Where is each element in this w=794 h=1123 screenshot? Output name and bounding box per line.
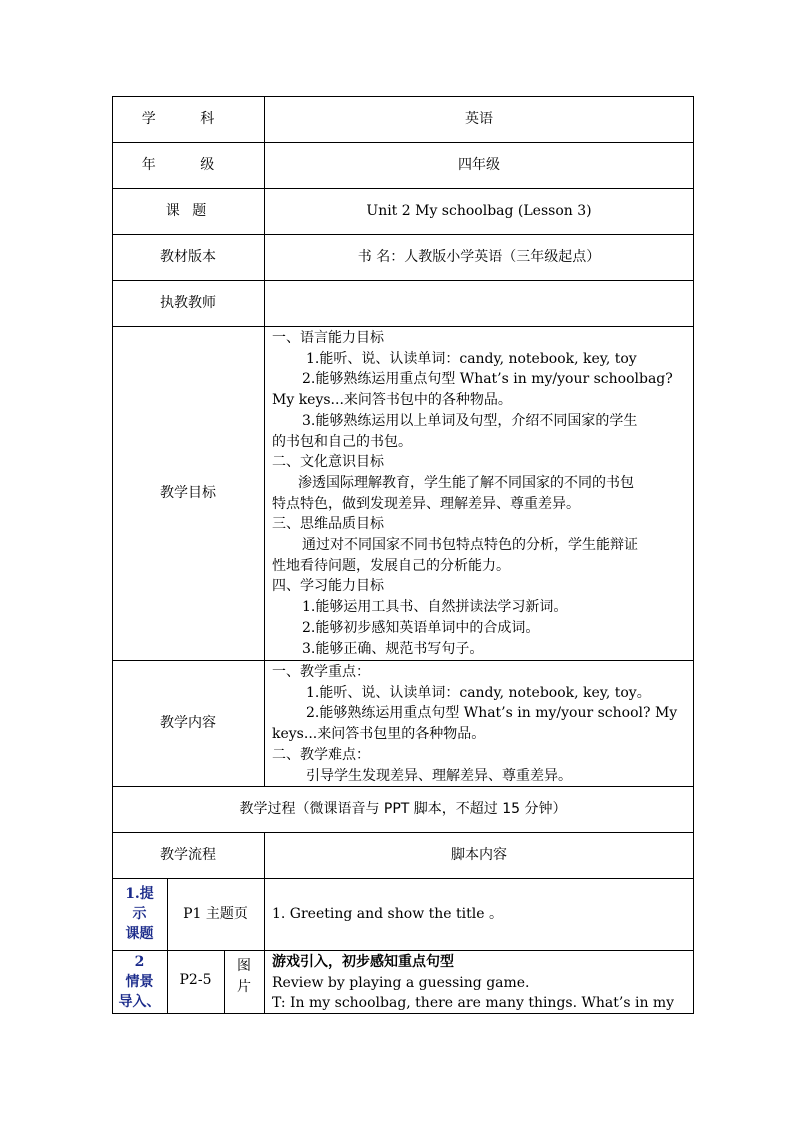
- process-title: 教学过程（微课语音与 PPT 脚本，不超过 15 分钟）: [239, 800, 567, 817]
- goals-line: 通过对不同国家不同书包特点特色的分析，学生能辩证: [302, 537, 638, 554]
- edition-label: 教材版本: [160, 248, 216, 265]
- flow-label: 教学流程: [160, 846, 216, 863]
- goals-line: 性地看待问题，发展自己的分析能力。: [272, 557, 510, 574]
- teacher-label: 执教教师: [160, 294, 216, 311]
- content-line: 一、教学重点：: [272, 664, 370, 680]
- goals-line: 2.能够初步感知英语单词中的合成词。: [302, 619, 540, 636]
- content-line: 引导学生发现差异、理解差异、尊重差异。: [306, 767, 572, 784]
- teacher-value: [264, 280, 694, 326]
- subject-value: 英语: [465, 110, 493, 127]
- edition-value: 书 名：人教版小学英语（三年级起点）: [357, 248, 601, 265]
- content-label: 教学内容: [160, 714, 216, 731]
- goals-line: 二、文化意识目标: [272, 454, 384, 471]
- goals-content: [272, 328, 688, 659]
- goals-label: 教学目标: [160, 484, 216, 501]
- goals-line: 1.能够运用工具书、自然拼读法学习新词。: [302, 599, 568, 616]
- subject-label: 学 科: [141, 110, 235, 127]
- step1-page: P1 主题页: [183, 905, 248, 922]
- goals-line: 1.能听、说、认读单词：candy, notebook, key, toy: [306, 350, 637, 367]
- step1-script: 1. Greeting and show the title 。: [272, 905, 503, 922]
- goals-line: 三、思维品质目标: [272, 516, 384, 533]
- script-label: 脚本内容: [451, 846, 507, 863]
- content-line: 2.能够熟练运用重点句型 What’s in my/your school? My: [306, 705, 678, 722]
- goals-line: My keys...来问答书包中的各种物品。: [272, 392, 512, 409]
- content-line: 1.能听、说、认读单词：candy, notebook, key, toy。: [306, 684, 651, 701]
- topic-value: Unit 2 My schoolbag (Lesson 3): [366, 202, 592, 219]
- goals-line: 3.能够正确、规范书写句子。: [302, 640, 484, 657]
- grade-label: 年 级: [141, 156, 235, 173]
- goals-line: 特点特色，做到发现差异、理解差异、尊重差异。: [272, 495, 580, 512]
- content-line: 二、教学难点：: [272, 746, 370, 763]
- step2-script: [272, 952, 685, 1014]
- goals-line: 渗透国际理解教育，学生能了解不同国家的不同的书包: [298, 474, 634, 491]
- goals-line: 3.能够熟练运用以上单词及句型，介绍不同国家的学生: [302, 412, 638, 429]
- content-body: [272, 662, 688, 786]
- goals-line: 的书包和自己的书包。: [272, 433, 412, 450]
- step2-title: 2 情景 导入、: [118, 953, 161, 1010]
- step2-type: 图 片: [237, 958, 251, 995]
- step2-heading: 游戏引入，初步感知重点句型: [272, 954, 454, 970]
- step2-page: P2-5: [179, 972, 212, 988]
- step2-line: Review by playing a guessing game.: [272, 974, 530, 991]
- step1-title: 1.提 示 课题: [125, 886, 154, 942]
- topic-label: 课 题: [165, 202, 211, 219]
- goals-line: 四、学习能力目标: [272, 578, 384, 595]
- goals-line: 2.能够熟练运用重点句型 What’s in my/your schoolbag?: [302, 371, 673, 388]
- goals-line: 一、语言能力目标: [272, 330, 384, 346]
- lesson-plan-table: [112, 96, 694, 1014]
- step2-line: T: In my schoolbag, there are many things. What’s in my: [272, 995, 675, 1012]
- grade-value: 四年级: [458, 156, 500, 173]
- content-line: keys...来问答书包里的各种物品。: [272, 726, 486, 743]
